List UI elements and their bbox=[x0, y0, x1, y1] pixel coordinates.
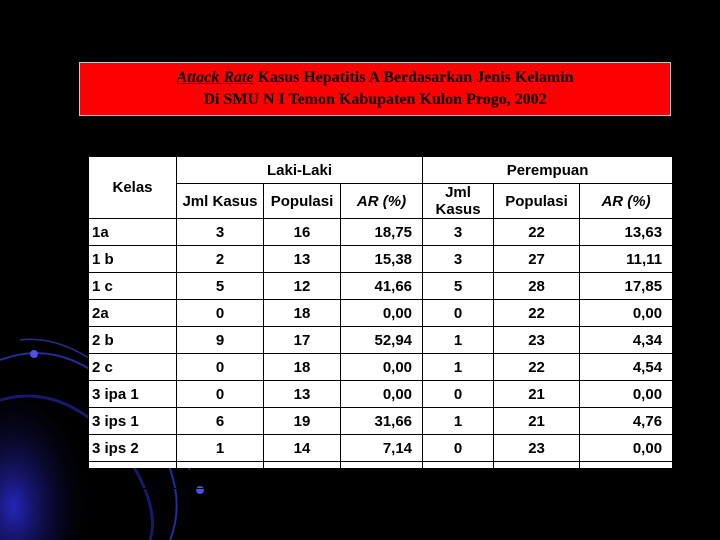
table-cell: 28 bbox=[494, 273, 580, 300]
table-cell: 18 bbox=[264, 300, 341, 327]
table-cell: 21 bbox=[494, 408, 580, 435]
table-row bbox=[89, 300, 673, 327]
table-cell: 209 bbox=[494, 462, 580, 489]
table-cell: 1 bbox=[423, 408, 494, 435]
table-cell: 23 bbox=[494, 435, 580, 462]
table-total-row bbox=[89, 462, 673, 489]
table-cell: 17,85 bbox=[580, 273, 673, 300]
table-row bbox=[89, 327, 673, 354]
attack-rate-table bbox=[88, 156, 673, 489]
table-row bbox=[89, 219, 673, 246]
table-cell: 1 bbox=[423, 354, 494, 381]
table-row bbox=[89, 381, 673, 408]
table-cell: 1 bbox=[423, 327, 494, 354]
table-row bbox=[89, 435, 673, 462]
table-cell: 11,11 bbox=[580, 246, 673, 273]
table-cell: 13 bbox=[264, 246, 341, 273]
table-cell: 6,69 bbox=[580, 462, 673, 489]
table-cell: 6 bbox=[177, 408, 264, 435]
table-cell: 22 bbox=[494, 354, 580, 381]
kelas-cell: Total bbox=[89, 462, 177, 489]
subheader-populasi-l: Populasi bbox=[264, 184, 341, 219]
table-cell: 1 bbox=[177, 435, 264, 462]
table-cell: 19 bbox=[264, 408, 341, 435]
title-line-1 bbox=[80, 67, 670, 89]
table-cell: 0 bbox=[177, 354, 264, 381]
kelas-cell: 1 b bbox=[89, 246, 177, 273]
kelas-cell: 1 c bbox=[89, 273, 177, 300]
kelas-header: Kelas bbox=[89, 157, 177, 219]
table-cell: 3 bbox=[423, 219, 494, 246]
table-cell: 52,94 bbox=[341, 327, 423, 354]
table-cell: 0 bbox=[177, 300, 264, 327]
table-cell: 22 bbox=[494, 219, 580, 246]
table-cell: 13 bbox=[264, 381, 341, 408]
table-cell: 31,66 bbox=[341, 408, 423, 435]
table-subheader-row bbox=[89, 184, 673, 219]
table-cell: 17 bbox=[264, 327, 341, 354]
table-cell: 15,38 bbox=[341, 246, 423, 273]
table-cell: 18 bbox=[264, 354, 341, 381]
group-header-laki-laki: Laki-Laki bbox=[177, 157, 423, 184]
table-cell: 0 bbox=[423, 435, 494, 462]
table-cell: 0,00 bbox=[341, 300, 423, 327]
kelas-cell: 2a bbox=[89, 300, 177, 327]
table-cell: 0,00 bbox=[580, 381, 673, 408]
table-cell: 140 bbox=[264, 462, 341, 489]
table-cell: 0 bbox=[423, 300, 494, 327]
table-row bbox=[89, 354, 673, 381]
table-cell: 0,00 bbox=[580, 300, 673, 327]
table-row bbox=[89, 246, 673, 273]
table-group-header-row bbox=[89, 157, 673, 184]
table-cell: 0 bbox=[177, 381, 264, 408]
table-cell: 14 bbox=[423, 462, 494, 489]
table-cell: 14 bbox=[264, 435, 341, 462]
table-cell: 5 bbox=[423, 273, 494, 300]
kelas-cell: 2 b bbox=[89, 327, 177, 354]
kelas-cell: 3 ips 1 bbox=[89, 408, 177, 435]
table-cell: 13,63 bbox=[580, 219, 673, 246]
title-line-1-rest: Kasus Hepatitis A Berdasarkan Jenis Kelamin bbox=[253, 69, 574, 86]
title-line-2: Di SMU N I Temon Kabupaten Kulon Progo, 2002 bbox=[203, 91, 547, 108]
title-italic-term: Attack Rate bbox=[176, 69, 254, 86]
subheader-ar-p: AR (%) bbox=[580, 184, 673, 219]
table-cell: 22 bbox=[494, 300, 580, 327]
table-cell: 16 bbox=[264, 219, 341, 246]
table-cell: 18,57 bbox=[341, 462, 423, 489]
subheader-ar-l: AR (%) bbox=[341, 184, 423, 219]
table-body bbox=[89, 219, 673, 489]
kelas-cell: 3 ips 2 bbox=[89, 435, 177, 462]
table-cell: 41,66 bbox=[341, 273, 423, 300]
group-header-perempuan: Perempuan bbox=[423, 157, 673, 184]
kelas-cell: 1a bbox=[89, 219, 177, 246]
table-cell: 3 bbox=[177, 219, 264, 246]
kelas-cell: 2 c bbox=[89, 354, 177, 381]
table-cell: 0 bbox=[423, 381, 494, 408]
table-cell: 26 bbox=[177, 462, 264, 489]
slide-title bbox=[79, 62, 671, 116]
table-cell: 27 bbox=[494, 246, 580, 273]
table-cell: 21 bbox=[494, 381, 580, 408]
kelas-cell: 3 ipa 1 bbox=[89, 381, 177, 408]
table-cell: 0,00 bbox=[341, 381, 423, 408]
subheader-populasi-p: Populasi bbox=[494, 184, 580, 219]
table-cell: 5 bbox=[177, 273, 264, 300]
table-cell: 4,54 bbox=[580, 354, 673, 381]
table-cell: 0,00 bbox=[341, 354, 423, 381]
table-cell: 18,75 bbox=[341, 219, 423, 246]
table-cell: 2 bbox=[177, 246, 264, 273]
table-row bbox=[89, 408, 673, 435]
table-cell: 4,76 bbox=[580, 408, 673, 435]
table-cell: 23 bbox=[494, 327, 580, 354]
table-cell: 3 bbox=[423, 246, 494, 273]
table-cell: 12 bbox=[264, 273, 341, 300]
subheader-jml-kasus-l: Jml Kasus bbox=[177, 184, 264, 219]
table-cell: 0,00 bbox=[580, 435, 673, 462]
table-cell: 9 bbox=[177, 327, 264, 354]
table-cell: 4,34 bbox=[580, 327, 673, 354]
table-cell: 7,14 bbox=[341, 435, 423, 462]
attack-rate-table-container bbox=[88, 156, 672, 484]
table-row bbox=[89, 273, 673, 300]
subheader-jml-kasus-p: Jml Kasus bbox=[423, 184, 494, 219]
